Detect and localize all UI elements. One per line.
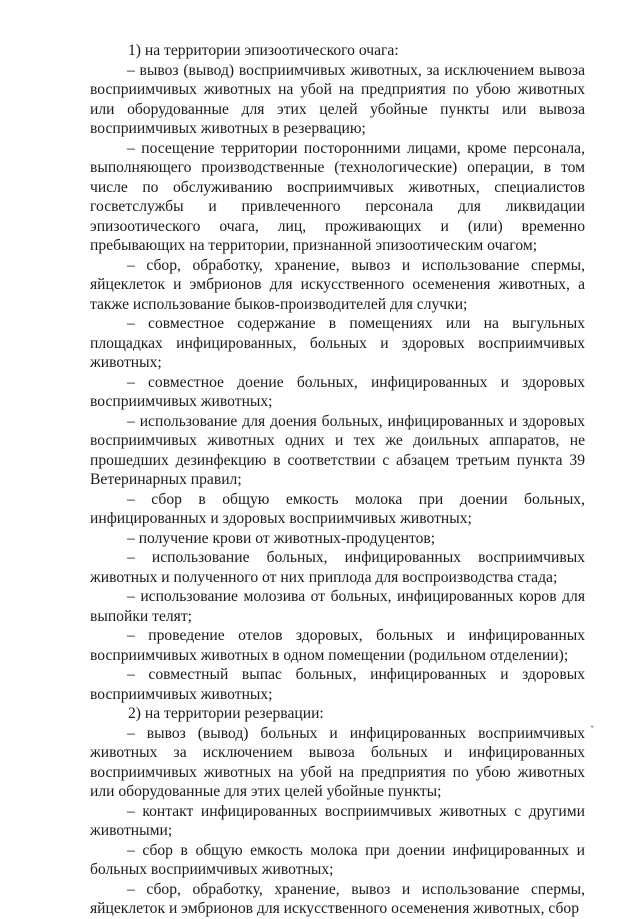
list-item-joint-housing: – совместное содержание в помещениях или на выгульных площадках инфицированных, больных и здоровых восприимчивых животных; — [90, 315, 585, 371]
list-item-reservation-milk: – сбор в общую емкость молока при доении инфицированных и больных восприимчивых животных; — [90, 841, 585, 878]
list-item-export-animals: – вывоз (вывод) восприимчивых животных, за исключением вывоза восприимчивых животных на убой на предприятия по убою животных или оборудованные для этих целей убойные пункты или вывоза восприимчивых животных в резервацию; — [90, 61, 585, 137]
list-item-milk-collection: – сбор в общую емкость молока при доении больных, инфицированных и здоровых восприимчивых животных; — [90, 490, 585, 527]
list-item-joint-grazing: – совместный выпас больных, инфицированных и здоровых восприимчивых животных; — [90, 666, 585, 703]
list-item-milking-equipment: – использование для доения больных, инфицированных и здоровых восприимчивых животных одних и тех же доильных аппаратов, не прошедших дезинфекцию в соответствии с абзацем третьим пункта 39 Ветеринарных правил; — [90, 412, 585, 488]
section-heading-epizootic-focus: 1) на территории эпизоотического очага: — [128, 42, 399, 59]
list-item-semen-collection: – сбор, обработку, хранение, вывоз и использование спермы, яйцеклеток и эмбрионов для искусственного осеменения животных, а также использование быков-производителей для случки; — [90, 256, 585, 313]
scan-artifact-mark: ˇ — [590, 726, 595, 736]
list-item-colostrum-use: – использование молозива от больных, инфицированных коров для выпойки телят; — [90, 588, 585, 625]
document-body — [90, 41, 585, 919]
section-heading-reservation: 2) на территории резервации: — [128, 705, 324, 722]
list-item-reservation-semen: – сбор, обработку, хранение, вывоз и использование спермы, яйцеклеток и эмбрионов для искусственного осеменения животных, сбор — [90, 880, 585, 917]
list-item-calving: – проведение отелов здоровых, больных и инфицированных восприимчивых животных в одном помещении (родильном отделении); — [90, 627, 585, 664]
list-item-outsider-visits: – посещение территории посторонними лицами, кроме персонала, выполняющего производственные (технологические) операции, в том числе по обслуживанию восприимчивых животных, специалистов госветслужбы и привлеченного персонала для ликвидации эпизоотического очага, лиц, проживающих и (или) временно пребывающих на территории, признанной эпизоотическим очагом; — [90, 139, 585, 254]
list-item-reservation-export: – вывоз (вывод) больных и инфицированных восприимчивых животных за исключением вывоза больных и инфицированных восприимчивых животных на убой на предприятия по убою животных или оборудованные для этих целей убойные пункты; — [90, 724, 585, 800]
list-item-herd-reproduction: – использование больных, инфицированных восприимчивых животных и полученного от них приплода для воспроизводства стада; — [90, 549, 585, 586]
list-item-reservation-contact: – контакт инфицированных восприимчивых животных с другими животными; — [90, 802, 585, 839]
list-item-blood-collection: – получение крови от животных-продуцентов; — [127, 529, 436, 547]
list-item-joint-milking: – совместное доение больных, инфицированных и здоровых восприимчивых животных; — [90, 373, 585, 410]
